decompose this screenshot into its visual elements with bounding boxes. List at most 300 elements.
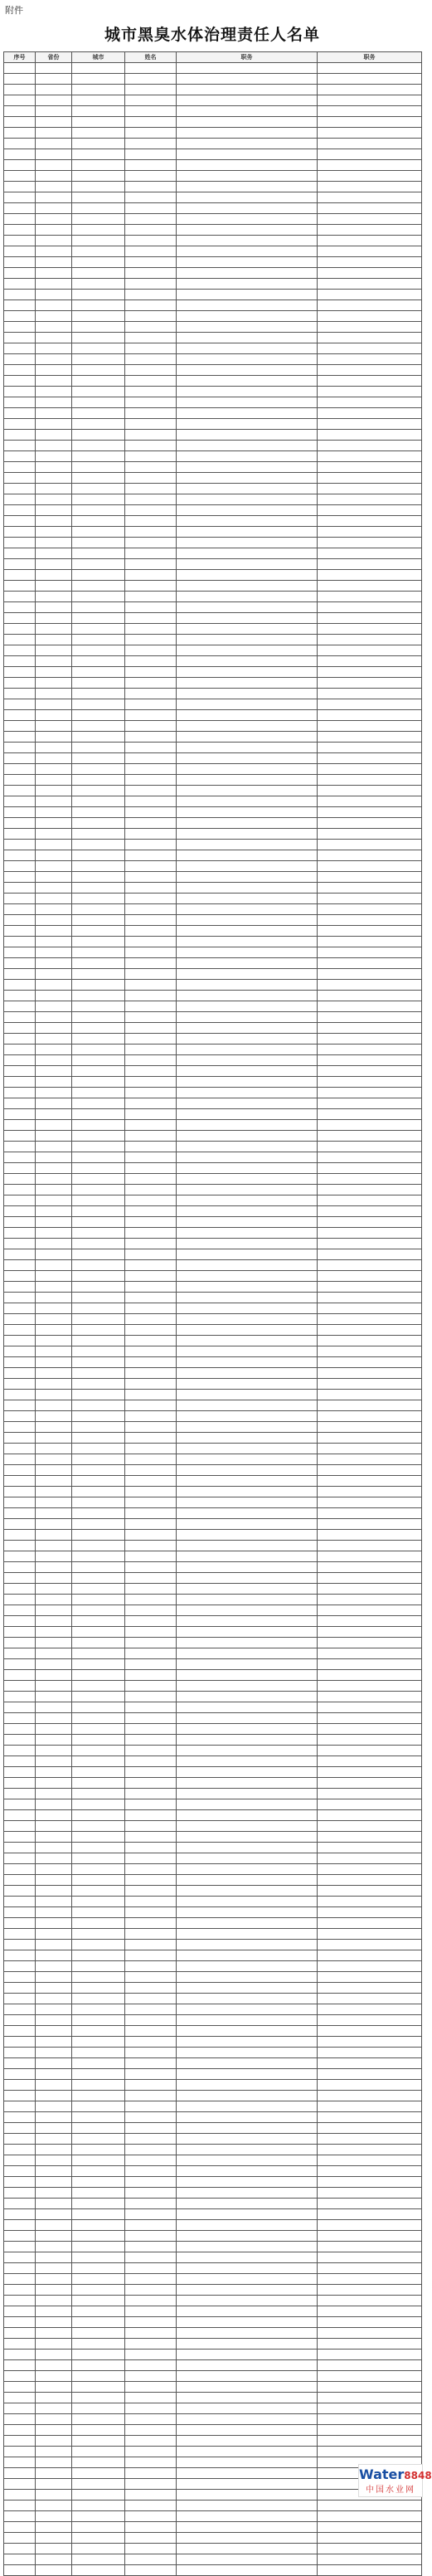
table-cell	[318, 74, 422, 85]
table-cell	[318, 1217, 422, 1228]
table-cell	[36, 160, 72, 171]
table-row	[4, 408, 422, 419]
table-cell	[4, 365, 36, 376]
table-cell	[318, 1595, 422, 1605]
table-cell	[125, 128, 177, 139]
table-row	[4, 1875, 422, 1886]
table-cell	[72, 2544, 125, 2554]
table-cell	[36, 1681, 72, 1692]
table-cell	[318, 1066, 422, 1077]
table-cell	[4, 1282, 36, 1293]
table-row	[4, 1271, 422, 1282]
table-cell	[72, 494, 125, 505]
table-cell	[4, 2004, 36, 2015]
table-cell	[177, 494, 318, 505]
table-cell	[125, 268, 177, 279]
table-cell	[318, 753, 422, 764]
table-cell	[125, 149, 177, 160]
table-row	[4, 2026, 422, 2037]
table-cell	[36, 1756, 72, 1767]
table-cell	[72, 1195, 125, 1206]
table-cell	[318, 1810, 422, 1821]
table-cell	[72, 786, 125, 796]
table-cell	[177, 1077, 318, 1088]
table-cell	[36, 343, 72, 354]
table-cell	[177, 732, 318, 743]
table-cell	[177, 581, 318, 592]
table-cell	[36, 257, 72, 268]
table-cell	[72, 775, 125, 786]
table-cell	[318, 430, 422, 441]
table-cell	[36, 1314, 72, 1325]
table-cell	[177, 484, 318, 494]
table-cell	[4, 624, 36, 635]
table-cell	[177, 840, 318, 850]
table-row	[4, 1713, 422, 1724]
table-cell	[36, 2468, 72, 2479]
table-cell	[4, 1670, 36, 1681]
table-cell	[72, 1476, 125, 1487]
table-cell	[177, 2371, 318, 2382]
table-cell	[177, 1346, 318, 1357]
table-row	[4, 1595, 422, 1605]
table-cell	[4, 1702, 36, 1713]
table-row	[4, 1346, 422, 1357]
table-cell	[4, 559, 36, 570]
table-cell	[125, 2069, 177, 2080]
table-cell	[125, 1185, 177, 1195]
table-cell	[36, 1357, 72, 1368]
table-cell	[177, 699, 318, 710]
table-cell	[4, 505, 36, 516]
table-cell	[4, 139, 36, 149]
table-cell	[4, 656, 36, 667]
table-cell	[177, 2252, 318, 2263]
table-cell	[72, 441, 125, 451]
table-row	[4, 505, 422, 516]
table-cell	[72, 1055, 125, 1066]
table-cell	[4, 2306, 36, 2317]
table-row	[4, 689, 422, 699]
table-cell	[4, 95, 36, 106]
table-row	[4, 1659, 422, 1670]
table-row	[4, 1023, 422, 1034]
table-cell	[4, 699, 36, 710]
table-cell	[36, 2080, 72, 2091]
table-cell	[72, 192, 125, 203]
table-cell	[125, 2015, 177, 2026]
table-cell	[177, 991, 318, 1001]
table-row	[4, 1444, 422, 1454]
table-cell	[177, 667, 318, 678]
table-cell	[177, 1972, 318, 1983]
table-cell	[125, 689, 177, 699]
table-cell	[36, 1217, 72, 1228]
table-cell	[125, 1131, 177, 1142]
table-cell	[4, 1195, 36, 1206]
table-cell	[125, 182, 177, 192]
table-cell	[36, 947, 72, 958]
table-cell	[4, 807, 36, 818]
table-cell	[125, 2360, 177, 2371]
table-cell	[72, 2414, 125, 2425]
table-cell	[177, 1627, 318, 1638]
table-row	[4, 2414, 422, 2425]
table-cell	[4, 570, 36, 581]
table-cell	[318, 473, 422, 484]
table-cell	[177, 1778, 318, 1789]
table-cell	[318, 451, 422, 462]
table-cell	[36, 1368, 72, 1379]
table-cell	[72, 2285, 125, 2296]
table-row	[4, 894, 422, 904]
table-cell	[125, 894, 177, 904]
table-cell	[36, 1411, 72, 1422]
table-cell	[72, 1853, 125, 1864]
table-cell	[36, 74, 72, 85]
table-cell	[72, 915, 125, 926]
table-cell	[72, 2393, 125, 2403]
table-cell	[36, 397, 72, 408]
table-cell	[318, 2101, 422, 2112]
table-cell	[4, 764, 36, 775]
table-cell	[125, 171, 177, 182]
table-cell	[125, 1336, 177, 1346]
table-cell	[125, 1692, 177, 1702]
table-cell	[4, 2231, 36, 2242]
table-row	[4, 635, 422, 645]
table-cell	[72, 1077, 125, 1088]
table-cell	[72, 333, 125, 343]
table-cell	[72, 1638, 125, 1648]
table-cell	[4, 883, 36, 894]
table-row	[4, 1045, 422, 1055]
table-cell	[125, 1271, 177, 1282]
table-cell	[177, 850, 318, 861]
table-cell	[72, 904, 125, 915]
table-row	[4, 95, 422, 106]
table-cell	[318, 1864, 422, 1875]
table-cell	[72, 2339, 125, 2350]
table-row	[4, 354, 422, 365]
table-cell	[72, 2274, 125, 2285]
table-cell	[177, 2436, 318, 2447]
table-cell	[36, 1400, 72, 1411]
table-cell	[318, 2004, 422, 2015]
table-row	[4, 1152, 422, 1163]
table-cell	[177, 1584, 318, 1595]
table-cell	[318, 1497, 422, 1508]
table-cell	[72, 753, 125, 764]
table-cell	[72, 1799, 125, 1810]
table-cell	[72, 1940, 125, 1950]
table-cell	[177, 1400, 318, 1411]
table-cell	[4, 786, 36, 796]
table-cell	[318, 117, 422, 128]
table-cell	[318, 1314, 422, 1325]
table-cell	[4, 1713, 36, 1724]
table-cell	[72, 613, 125, 624]
table-row	[4, 883, 422, 894]
table-cell	[318, 937, 422, 947]
table-cell	[125, 1573, 177, 1584]
table-cell	[36, 1616, 72, 1627]
table-cell	[36, 311, 72, 322]
table-cell	[72, 343, 125, 354]
table-cell	[36, 2037, 72, 2048]
table-row	[4, 387, 422, 397]
table-cell	[318, 2296, 422, 2306]
table-cell	[318, 1832, 422, 1843]
table-cell	[72, 2425, 125, 2436]
table-cell	[318, 1972, 422, 1983]
table-cell	[318, 2080, 422, 2091]
table-cell	[125, 775, 177, 786]
table-row	[4, 710, 422, 721]
table-cell	[36, 645, 72, 656]
table-cell	[4, 1336, 36, 1346]
table-row	[4, 2058, 422, 2069]
table-cell	[318, 1692, 422, 1702]
table-cell	[36, 2371, 72, 2382]
table-row	[4, 2360, 422, 2371]
table-cell	[177, 1217, 318, 1228]
table-cell	[177, 1832, 318, 1843]
table-cell	[4, 1163, 36, 1174]
table-cell	[318, 1648, 422, 1659]
table-row	[4, 419, 422, 430]
table-cell	[177, 343, 318, 354]
table-cell	[318, 1843, 422, 1853]
site-watermark	[358, 2464, 432, 2497]
table-cell	[4, 1562, 36, 1573]
table-cell	[318, 818, 422, 829]
table-cell	[36, 592, 72, 602]
table-cell	[36, 2511, 72, 2522]
table-cell	[72, 2296, 125, 2306]
table-cell	[125, 1562, 177, 1573]
table-row	[4, 1314, 422, 1325]
table-row	[4, 602, 422, 613]
table-cell	[318, 1886, 422, 1897]
table-cell	[125, 1832, 177, 1843]
table-cell	[36, 969, 72, 980]
table-cell	[318, 1239, 422, 1249]
table-cell	[4, 1961, 36, 1972]
table-cell	[4, 2026, 36, 2037]
table-cell	[36, 1066, 72, 1077]
table-cell	[318, 1228, 422, 1239]
table-row	[4, 1465, 422, 1476]
table-cell	[36, 872, 72, 883]
watermark-brand: Water8848	[359, 2466, 432, 2482]
table-cell	[125, 1713, 177, 1724]
table-cell	[177, 1724, 318, 1735]
table-row	[4, 1789, 422, 1799]
table-cell	[36, 484, 72, 494]
table-cell	[125, 2328, 177, 2339]
table-cell	[125, 1239, 177, 1249]
table-cell	[36, 2177, 72, 2188]
table-cell	[36, 937, 72, 947]
table-cell	[125, 1648, 177, 1659]
table-cell	[4, 1692, 36, 1702]
table-cell	[72, 721, 125, 732]
table-cell	[177, 764, 318, 775]
table-row	[4, 430, 422, 441]
table-cell	[36, 861, 72, 872]
table-cell	[4, 1853, 36, 1864]
table-cell	[72, 829, 125, 840]
table-cell	[72, 1228, 125, 1239]
table-cell	[177, 2468, 318, 2479]
table-cell	[4, 1249, 36, 1260]
table-cell	[125, 311, 177, 322]
table-cell	[72, 1864, 125, 1875]
table-cell	[125, 2231, 177, 2242]
table-cell	[318, 160, 422, 171]
table-cell	[125, 710, 177, 721]
table-cell	[125, 451, 177, 462]
table-cell	[125, 602, 177, 613]
table-cell	[36, 2479, 72, 2490]
table-cell	[177, 441, 318, 451]
table-cell	[72, 1001, 125, 1012]
table-cell	[72, 95, 125, 106]
table-cell	[177, 1314, 318, 1325]
table-cell	[125, 1864, 177, 1875]
table-cell	[4, 2554, 36, 2565]
table-cell	[177, 2533, 318, 2544]
table-cell	[177, 246, 318, 257]
table-cell	[177, 1638, 318, 1648]
table-row	[4, 376, 422, 387]
table-cell	[318, 980, 422, 991]
table-cell	[125, 1357, 177, 1368]
table-cell	[36, 2382, 72, 2393]
table-cell	[36, 1120, 72, 1131]
table-cell	[36, 236, 72, 246]
table-cell	[125, 1875, 177, 1886]
table-row	[4, 2242, 422, 2252]
table-cell	[318, 376, 422, 387]
table-cell	[125, 1810, 177, 1821]
table-cell	[72, 139, 125, 149]
table-cell	[318, 840, 422, 850]
table-cell	[36, 2263, 72, 2274]
table-row	[4, 2101, 422, 2112]
table-cell	[72, 2015, 125, 2026]
table-cell	[36, 1163, 72, 1174]
table-cell	[36, 149, 72, 160]
table-cell	[318, 2306, 422, 2317]
table-cell	[36, 958, 72, 969]
table-row	[4, 1497, 422, 1508]
table-cell	[125, 1174, 177, 1185]
table-cell	[177, 2328, 318, 2339]
table-cell	[177, 2457, 318, 2468]
table-cell	[177, 592, 318, 602]
table-cell	[72, 1206, 125, 1217]
table-cell	[318, 343, 422, 354]
table-cell	[318, 2037, 422, 2048]
table-cell	[177, 2317, 318, 2328]
table-row	[4, 1433, 422, 1444]
table-cell	[4, 2080, 36, 2091]
table-row	[4, 904, 422, 915]
table-cell	[4, 1616, 36, 1627]
table-cell	[4, 1983, 36, 1994]
table-cell	[318, 192, 422, 203]
table-cell	[125, 667, 177, 678]
table-cell	[125, 807, 177, 818]
table-cell	[177, 894, 318, 904]
table-cell	[4, 678, 36, 689]
table-row	[4, 2403, 422, 2414]
table-cell	[36, 1983, 72, 1994]
table-cell	[72, 2080, 125, 2091]
table-cell	[318, 279, 422, 290]
table-cell	[318, 904, 422, 915]
table-cell	[36, 1519, 72, 1530]
table-cell	[4, 2360, 36, 2371]
table-cell	[4, 1994, 36, 2004]
table-cell	[177, 635, 318, 645]
table-cell	[72, 2533, 125, 2544]
table-cell	[125, 2209, 177, 2220]
table-cell	[36, 570, 72, 581]
table-cell	[72, 850, 125, 861]
table-row	[4, 2447, 422, 2457]
table-cell	[72, 1368, 125, 1379]
table-cell	[125, 1519, 177, 1530]
table-row	[4, 2080, 422, 2091]
table-cell	[177, 1195, 318, 1206]
table-cell	[4, 322, 36, 333]
table-cell	[4, 1271, 36, 1282]
table-cell	[125, 2554, 177, 2565]
table-cell	[177, 753, 318, 764]
table-cell	[72, 171, 125, 182]
table-cell	[177, 171, 318, 182]
table-cell	[72, 1444, 125, 1454]
table-cell	[72, 1778, 125, 1789]
table-cell	[72, 1950, 125, 1961]
table-cell	[318, 1799, 422, 1810]
table-cell	[318, 1530, 422, 1541]
table-cell	[72, 2209, 125, 2220]
table-cell	[177, 2209, 318, 2220]
table-cell	[125, 829, 177, 840]
table-cell	[72, 559, 125, 570]
table-cell	[177, 1994, 318, 2004]
table-cell	[4, 1346, 36, 1357]
table-cell	[36, 214, 72, 225]
table-cell	[125, 1195, 177, 1206]
table-cell	[72, 2112, 125, 2123]
table-cell	[4, 225, 36, 236]
table-cell	[36, 1972, 72, 1983]
table-cell	[4, 1476, 36, 1487]
table-cell	[318, 2199, 422, 2209]
table-cell	[36, 1875, 72, 1886]
table-cell	[4, 128, 36, 139]
table-cell	[4, 527, 36, 538]
table-cell	[72, 2231, 125, 2242]
table-cell	[125, 1390, 177, 1400]
table-cell	[4, 2155, 36, 2166]
table-row	[4, 214, 422, 225]
